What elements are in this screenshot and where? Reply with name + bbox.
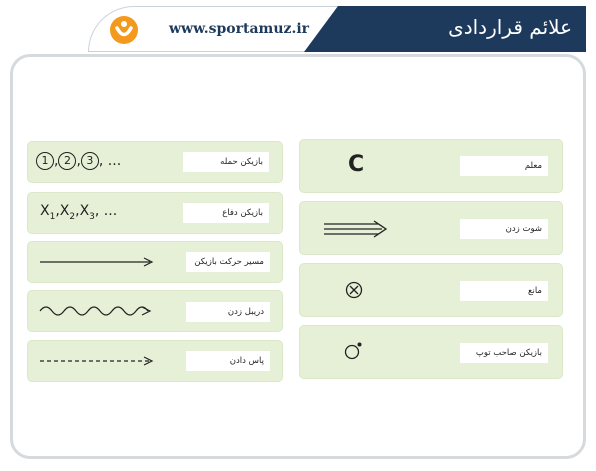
header [88, 6, 586, 52]
ellipsis: , ... [98, 153, 122, 169]
x-sub-2: 2 [69, 211, 76, 222]
brand-tab [88, 6, 338, 52]
legend-card-obstacle [300, 264, 562, 316]
solid-arrow-icon [38, 254, 158, 270]
wavy-arrow-icon [38, 301, 158, 321]
dashed-arrow-icon [38, 353, 158, 369]
page-title: علائم قراردادی [448, 15, 572, 39]
label-shoot: شوت زدن [460, 219, 548, 239]
site-url[interactable]: www.sportamuz.ir [169, 21, 310, 37]
defender-symbol: $X_1,X_2,X_3$, ... [40, 203, 118, 222]
x-base-1: X [40, 203, 50, 219]
legend-card-attacker [28, 142, 282, 182]
circled-number-3: 3 [81, 152, 99, 170]
title-bar [338, 6, 586, 52]
label-movement: مسیر حرکت بازیکن [186, 252, 270, 272]
x-base-3: X [79, 203, 90, 219]
legend-card-defender [28, 193, 282, 233]
sportamuz-logo [109, 15, 139, 45]
label-defender: بازیکن دفاع [183, 203, 269, 223]
circle-dot-icon [344, 341, 364, 361]
legend-card-coach [300, 140, 562, 192]
attacker-symbol: 1 , 2 , 3 , ... [36, 152, 121, 170]
circled-x-icon [345, 281, 363, 299]
x-base-2: X [59, 203, 70, 219]
label-ball-carrier: بازیکن صاحب توپ [460, 343, 548, 363]
label-pass: پاس دادن [186, 351, 270, 371]
coach-c-icon: C [348, 152, 365, 177]
ellipsis: , ... [94, 203, 118, 219]
label-dribble: دریبل زدن [186, 302, 270, 322]
x-sub-3: 3 [89, 211, 95, 222]
label-attacker: بازیکن حمله [183, 152, 269, 172]
legend-card-movement [28, 242, 282, 282]
label-obstacle: مانع [460, 281, 548, 301]
legend-card-dribble [28, 291, 282, 331]
x-sub-1: 1 [49, 211, 56, 222]
legend-card-ball-carrier [300, 326, 562, 378]
shoot-arrow-icon [322, 220, 390, 238]
legend-card-shoot [300, 202, 562, 254]
legend-card-pass [28, 341, 282, 381]
label-coach: معلم [460, 156, 548, 176]
circled-number-2: 2 [58, 152, 76, 170]
circled-number-1: 1 [36, 152, 54, 170]
